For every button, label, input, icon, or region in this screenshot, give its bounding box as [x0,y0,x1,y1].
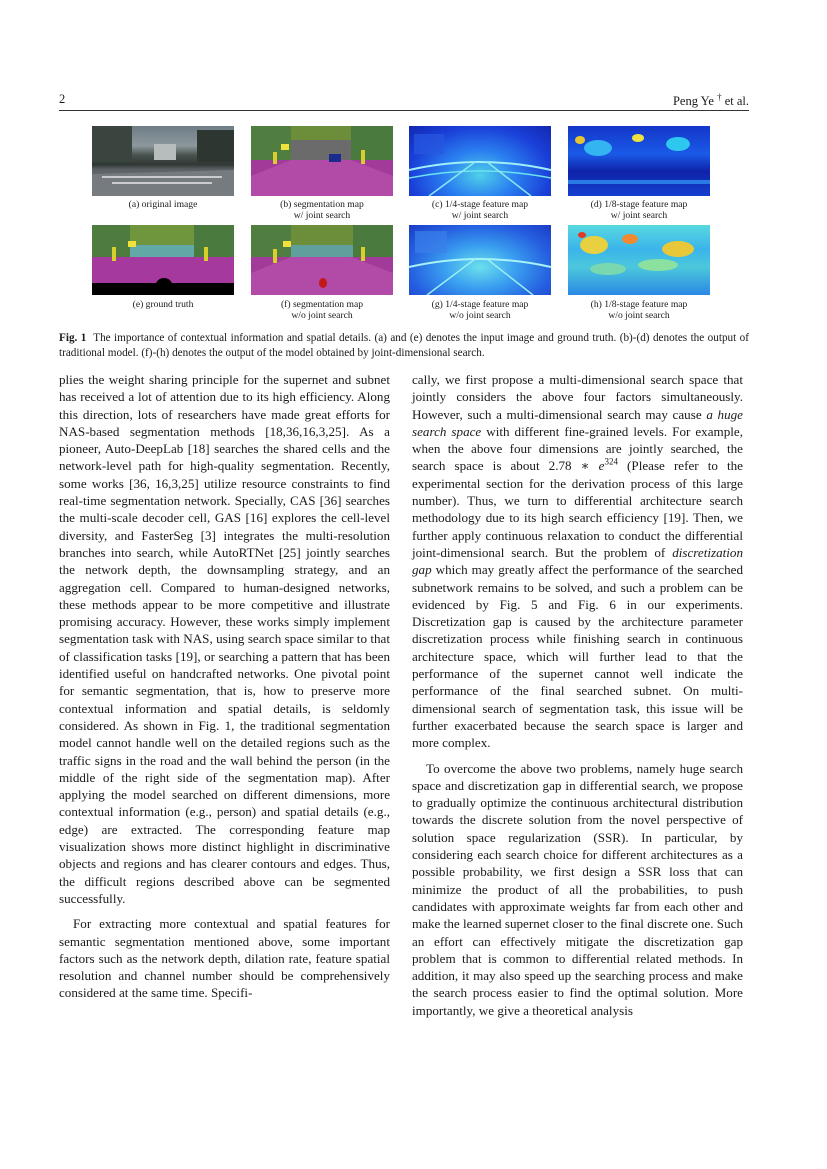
caption-line: w/ joint search [610,210,668,221]
caption-panel-f [242,299,402,321]
caption-line: (e) ground truth [132,299,194,310]
caption-line: (g) 1/4-stage feature map [431,299,529,310]
panel-g-feature-map-quarter [409,225,551,295]
body-paragraph: For extracting more contextual and spatial features for semantic segmentation mentioned above, some important factors such as the network depth, dilation rate, feature spatial resolution and channel number should be comprehensively considered at the same time. Specifi- [59,916,390,1001]
running-header [59,92,749,111]
caption-line: w/o joint search [449,310,511,321]
caption-panel-b [242,199,402,221]
panel-d-feature-map-eighth [568,126,710,196]
figure-caption [59,331,749,361]
figure-caption-text: The importance of contextual information and spatial details. (a) and (e) denotes the input image and ground truth. (b)-(d) denotes the output of traditional model. (f)-(h) denotes the output of the model obtained by joint-dimensional search. [59,332,750,359]
dagger-mark: † [717,92,722,102]
caption-line: w/ joint search [293,210,351,221]
caption-line: w/o joint search [608,310,670,321]
caption-panel-a [83,199,243,210]
caption-line: (f) segmentation map [280,299,364,310]
caption-line: w/o joint search [291,310,353,321]
panel-a-original-image [92,126,234,196]
math-exponent: 324 [604,457,618,468]
left-column [59,371,390,1002]
caption-line: w/ joint search [451,210,509,221]
page-number: 2 [59,92,66,106]
caption-line: (d) 1/8-stage feature map [590,199,688,210]
text-run: (Please refer to the experimental section for the derivation process of this large number). Thus, we turn to differential architecture search methodology due to its high search efficiency [19]. Then, we further apply continuous relaxation to conduct the differential joint-dimensional search. But the problem of [412,458,743,560]
caption-panel-c [400,199,560,221]
caption-panel-e [83,299,243,310]
caption-panel-g [400,299,560,321]
author-name: Peng Ye [672,94,714,109]
right-column [412,371,743,1019]
math-base: e [598,458,605,474]
caption-line: (c) 1/4-stage feature map [431,199,529,210]
caption-panel-d [559,199,719,221]
figure-label: Fig. 1 [59,332,87,344]
body-paragraph: plies the weight sharing principle for the supernet and subnet has received a lot of attention due to its high efficiency. Along this direction, lots of researchers have made great efforts for NAS-based segmentation methods [18,36,16,3,25]. As a pioneer, Auto-DeepLab [18] searches the shared cells and the network-level path for high-quality segmentation. Recently, some works [36, 16,3,25] utilize resource constraints to find real-time segmentation network. Specially, CAS [36] searches the multi-scale decoder cell, GAS [16] explores the cell-level diversity, and FasterSeg [3] integrates the multi-resolution branches into search, while AutoRTNet [25] jointly searches the network depth, the downsampling strategy, and an aggregation cell. Compared to human-designed networks, these methods appear to be more competitive and illustrate promising accuracy. However, these works simply implement segmentation task with NAS, using search space similar to that of classification tasks [19], or searching a pattern that has been identified useful on handcrafted networks. One pivotal point for semantic segmentation, that is, how to preserve more contextual information and spatial details, is seldomly considered. As shown in Fig. 1, the traditional segmentation model cannot handle well on the detailed regions such as the traffic signs in the road and the wall behind the person (in the middle of the right side of the segmentation map). After applying the model searched on different dimensions, more contextual information (e.g., person) and spatial details (e.g., edge) are extracted. The corresponding feature map visualization shows more distinct highlight in discriminative objects and regions and has clearer contours and edges. Thus, the difficult regions described above can be segmented successfully. [59,372,390,906]
caption-line: (b) segmentation map [280,199,364,210]
running-head [673,92,749,109]
emphasis-text: discretization gap [412,544,743,578]
body-paragraph: To overcome the above two problems, namely huge search space and discretization gap in differential search, we propose to gradually optimize the continuous architectural distribution towards the discrete solution from the novel perspective of solution space regularization (SSR). In particular, by considering each search choice for different architectures as a possible probability, we first design a SSR loss that can minimize the product of all the probabilities, to push candidates with approximate weights far from each other and make the learned supernet closer to the final discrete one. Such an effort can effectively mitigate the discretization gap problem that is common to differential related methods. In addition, it may also speed up the searching process and make the search process easier to find the optimal solution. More importantly, we give a theoretical analysis [412,760,743,1018]
caption-panel-h [559,299,719,321]
panel-b-segmentation-map [251,126,393,196]
panel-c-feature-map-quarter [409,126,551,196]
caption-line: (a) original image [128,199,198,210]
emphasis-text: a huge search space [412,406,743,439]
body-paragraph [412,371,743,752]
panel-f-segmentation-map [251,225,393,295]
text-run: with different fine-grained levels. For example, when the above four dimensions are jointly searched, the search space is about 2.78 ∗ [412,423,743,474]
panel-h-feature-map-eighth [568,225,710,295]
panel-e-ground-truth [92,225,234,295]
text-run: which may greatly affect the performance of the searched subnetwork remains to be solved, and such a problem can be evidenced by Fig. 5 and Fig. 6 in our experiments. Discretization gap is caused by the architecture parameter discretization process while finishing search in continuous architecture space, which will further lead to that the performance of the supernet cannot well indicate the performance of the final searched subnet. On multi-dimensional search of segmentation task, this issue will be further exacerbated because the search space is larger and more complex. [412,562,743,751]
et-al: et al. [721,94,749,109]
caption-line: (h) 1/8-stage feature map [590,299,688,310]
text-run: cally, we first propose a multi-dimensional search space that jointly considers the above four factors simultaneously. However, such a multi-dimensional search may cause [412,372,743,422]
